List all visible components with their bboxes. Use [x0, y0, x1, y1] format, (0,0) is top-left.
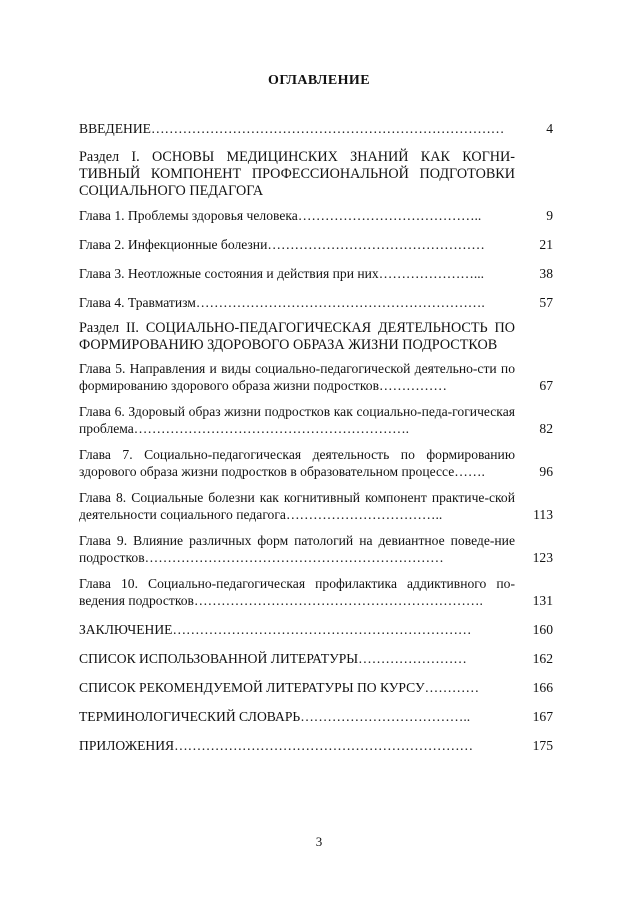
toc-entry-title: Глава 2. Инфекционные болезни…………………………………………	[79, 237, 485, 252]
toc-section-title: Раздел II. СОЦИАЛЬНО-ПЕДАГОГИЧЕСКАЯ ДЕЯТЕЛЬНОСТЬ ПО ФОРМИРОВАНИЮ ЗДОРОВОГО ОБРАЗА ЖИЗНИ ПОДРОСТКОВ	[79, 320, 515, 353]
toc-entry-page: 57	[539, 295, 553, 310]
toc-entry-title: Глава 8. Социальные болезни как когнитивный компонент практиче-ской деятельности социального педагога……………………………..	[79, 490, 515, 522]
toc-entry-page: 4	[546, 121, 553, 136]
toc-entry-conclusion[interactable]	[79, 621, 553, 638]
toc-entry-title: Глава 4. Травматизм……………………………………………………….	[79, 295, 485, 310]
toc-entry-title: ВВЕДЕНИЕ……………………………………………………………………	[79, 121, 505, 136]
toc-entry-chapter-5[interactable]	[79, 360, 553, 394]
toc-entry-page: 167	[532, 709, 553, 724]
toc-entry-introduction[interactable]	[79, 120, 553, 137]
toc-entry-references[interactable]	[79, 650, 553, 667]
toc-entry-page: 175	[532, 738, 553, 753]
toc-entry-chapter-4[interactable]	[79, 294, 553, 311]
toc-entry-chapter-2[interactable]	[79, 236, 553, 253]
toc-entry-chapter-9[interactable]	[79, 532, 553, 566]
toc-entry-chapter-10[interactable]	[79, 575, 553, 609]
toc-entry-appendices[interactable]	[79, 737, 553, 754]
toc-entry-glossary[interactable]	[79, 708, 553, 725]
toc-entry-page: 67	[539, 378, 553, 393]
toc-entry-recommended-reading[interactable]	[79, 679, 553, 696]
toc-entry-page: 38	[539, 266, 553, 281]
toc-heading: ОГЛАВЛЕНИЕ	[268, 73, 370, 88]
toc-entry-page: 9	[546, 208, 553, 223]
toc-entry-page: 131	[532, 593, 553, 608]
toc-entry-title: Глава 6. Здоровый образ жизни подростков как социально-педа-гогическая проблема…………………………………………………….	[79, 404, 515, 436]
toc-section-title: Раздел I. ОСНОВЫ МЕДИЦИНСКИХ ЗНАНИЙ КАК КОГНИ-ТИВНЫЙ КОМПОНЕНТ ПРОФЕССИОНАЛЬНОЙ ПОДГОТОВКИ СОЦИАЛЬНОГО ПЕДАГОГА	[79, 149, 515, 199]
toc-entry-page: 96	[539, 464, 553, 479]
toc-entry-page: 113	[533, 507, 553, 522]
toc-entry-page: 160	[532, 622, 553, 637]
toc-entry-title: ПРИЛОЖЕНИЯ…………………………………………………………	[79, 738, 474, 753]
toc-entry-page: 82	[539, 421, 553, 436]
toc-entry-chapter-1[interactable]	[79, 207, 553, 224]
toc-entry-title: Глава 7. Социально-педагогическая деятельность по формированию здорового образа жизни подростков в образовательном процессе…….	[79, 447, 515, 479]
toc-entry-title: Глава 9. Влияние различных форм патологий на девиантное поведе-ние подростков…………………………………………………………	[79, 533, 515, 565]
toc-entry-title: СПИСОК РЕКОМЕНДУЕМОЙ ЛИТЕРАТУРЫ ПО КУРСУ…………	[79, 680, 480, 695]
toc-entry-title: Глава 1. Проблемы здоровья человека…………………………………..	[79, 208, 482, 223]
toc-entry-title: СПИСОК ИСПОЛЬЗОВАННОЙ ЛИТЕРАТУРЫ……………………	[79, 651, 467, 666]
toc-entry-chapter-7[interactable]	[79, 446, 553, 480]
toc-entry-title: Глава 3. Неотложные состояния и действия при них…………………...	[79, 266, 485, 281]
table-of-contents	[79, 120, 553, 754]
toc-entry-chapter-8[interactable]	[79, 489, 553, 523]
toc-entry-chapter-6[interactable]	[79, 403, 553, 437]
toc-entry-title: ЗАКЛЮЧЕНИЕ…………………………………………………………	[79, 622, 472, 637]
toc-entry-page: 166	[532, 680, 553, 695]
toc-entry-page: 21	[539, 237, 553, 252]
toc-entry-title: ТЕРМИНОЛОГИЧЕСКИЙ СЛОВАРЬ………………………………..	[79, 709, 471, 724]
toc-entry-title: Глава 10. Социально-педагогическая профилактика аддиктивного по-ведения подростков……………………………………………………….	[79, 576, 515, 608]
page-number: 3	[315, 834, 323, 849]
toc-section-1[interactable]	[79, 149, 553, 200]
toc-entry-chapter-3[interactable]	[79, 265, 553, 282]
toc-entry-title: Глава 5. Направления и виды социально-педагогической деятельно-сти по формированию здорового образа жизни подростков……………	[79, 361, 515, 393]
toc-entry-page: 162	[532, 651, 553, 666]
toc-entry-page: 123	[532, 550, 553, 565]
toc-section-2[interactable]	[79, 320, 553, 354]
